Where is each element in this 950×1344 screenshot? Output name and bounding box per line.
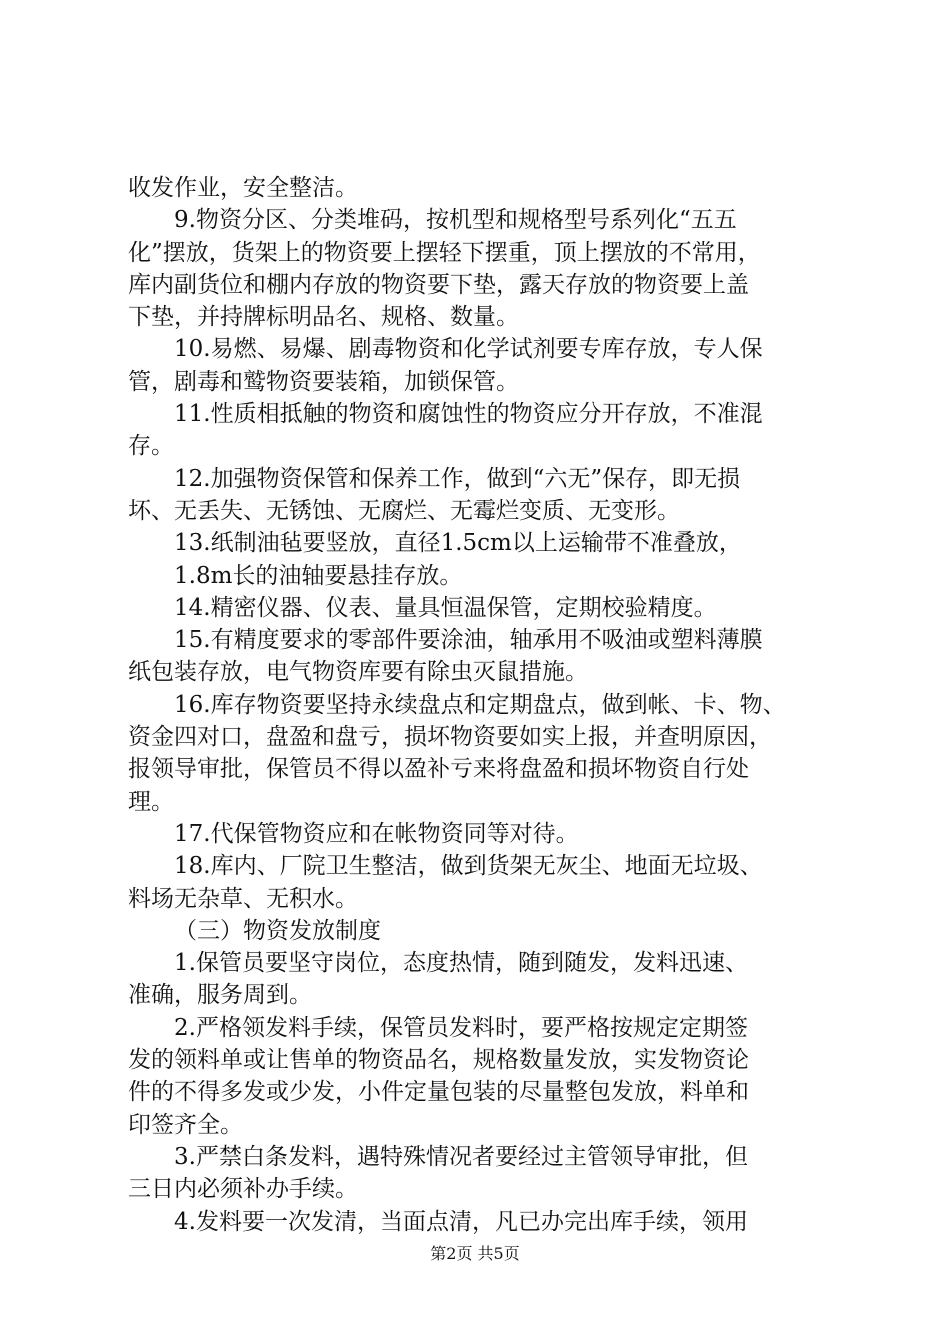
text-line: 1.8m长的油轴要悬挂存放。 [174,562,463,589]
text-line: 准确，服务周到。 [128,982,312,1009]
text-line: 13.纸制油毡要竖放，直径1.5cm以上运输带不准叠放， [174,530,742,557]
text-line: 存。 [128,433,174,460]
text-line: 15.有精度要求的零部件要涂油，轴承用不吸油或塑料薄膜 [174,627,763,654]
text-line: 收发作业，安全整洁。 [128,175,358,201]
text-line: 2.严格领发料手续，保管员发料时，要严格按规定定期签 [174,1014,748,1041]
text-line: 9.物资分区、分类堆码，按机型和规格型号系列化“五五 [174,207,737,234]
text-line: 1.保管员要坚守岗位，态度热情，随到随发，发料迅速、 [174,950,748,977]
text-line: 14.精密仪器、仪表、量具恒温保管，定期校验精度。 [174,594,717,621]
text-line: 报领导审批，保管员不得以盈补亏来将盘盈和损坏物资自行处 [128,756,749,783]
text-line: 化”摆放，货架上的物资要上摆轻下摆重，顶上摆放的不常用， [128,239,761,266]
text-line: 18.库内、厂院卫生整洁，做到货架无灰尘、地面无垃圾、 [174,853,763,880]
text-line: 17.代保管物资应和在帐物资同等对待。 [174,820,579,847]
text-line: 16.库存物资要坚持永续盘点和定期盘点，做到帐、卡、物、 [174,691,786,718]
text-line: 印签齐全。 [128,1111,243,1138]
text-line: 3.严禁白条发料，遇特殊情况者要经过主管领导审批，但 [174,1143,748,1170]
text-line: 料场无杂草、无积水。 [128,885,358,912]
text-line: 11.性质相抵触的物资和腐蚀性的物资应分开存放，不准混 [174,401,763,428]
text-line: 4.发料要一次发清，当面点清，凡已办完出库手续，领用 [174,1208,748,1235]
text-line: 坏、无丢失、无锈蚀、无腐烂、无霉烂变质、无变形。 [128,497,680,524]
text-line: 理。 [128,788,174,815]
document-body [128,172,828,1238]
text-line: 件的不得多发或少发，小件定量包装的尽量整包发放，料单和 [128,1079,749,1106]
text-line: 管，剧毒和鹫物资要装箱，加锁保管。 [128,368,519,395]
text-line: （三）物资发放制度 [174,917,381,944]
text-line: 发的领料单或让售单的物资品名，规格数量发放，实发物资论 [128,1047,749,1074]
text-line: 10.易燃、易爆、剧毒物资和化学试剂要专库存放，专人保 [174,336,763,363]
text-line: 纸包装存放，电气物资库要有除虫灭鼠措施。 [128,659,588,686]
text-line: 资金四对口，盘盈和盘亏，损坏物资要如实上报，并查明原因， [128,724,772,751]
page-footer: 第2页 共5页 [430,1244,520,1263]
text-line: 三日内必须补办手续。 [128,1176,358,1203]
text-line: 库内副货位和棚内存放的物资要下垫，露天存放的物资要上盖 [128,271,749,298]
text-line: 下垫，并持牌标明品名、规格、数量。 [128,304,519,331]
text-line: 12.加强物资保管和保养工作，做到“六无”保存，即无损 [174,465,741,492]
